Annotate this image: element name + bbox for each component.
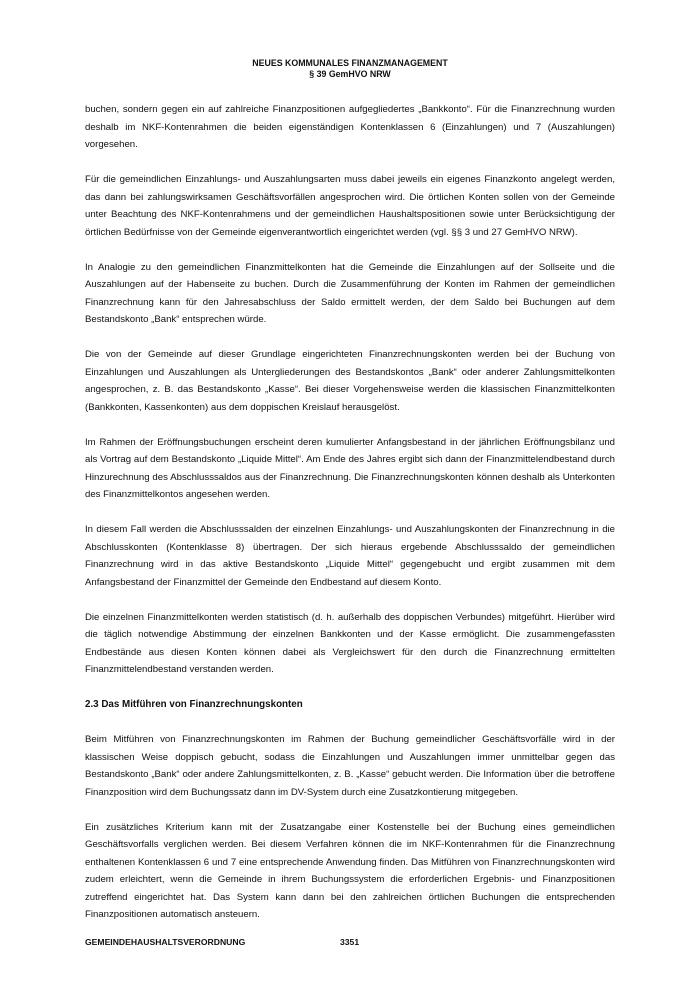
document-body: [85, 101, 615, 941]
paragraph: Ein zusätzliches Kriterium kann mit der Zusatzangabe einer Kostenstelle bei der Buchung eines gemeindlichen Geschäftsvorfalls verglichen werden. Bei diesem Verfahren können die im NKF-Kontenrahmen für die Finanzrechnung enthaltenen Kontenklassen 6 und 7 eine entsprechende Anwendung finden. Das Mitführen von Finanzrechnungskonten wird zudem erleichtert, wenn die Gemeinde in ihrem Buchungssystem die erforderlichen Ergebnis- und Finanzpositionen zutreffend eingerichtet hat. Das System kann dann bei den zahlreichen örtlichen Buchungen die entsprechenden Finanzpositionen automatisch ansteuern.: [85, 821, 615, 920]
header-subtitle: § 39 GemHVO NRW: [309, 69, 391, 79]
paragraph: buchen, sondern gegen ein auf zahlreiche Finanzpositionen aufgegliedertes „Bankkonto“. Für die Finanzrechnung wurden deshalb im NKF-Kontenrahmen die beiden eigenständigen Kontenklassen 6 (Einzahlungen) und 7 (Auszahlungen) vorgesehen.: [85, 104, 615, 150]
page-header: [0, 58, 700, 80]
page-number: 3351: [340, 937, 360, 947]
section-heading: 2.3 Das Mitführen von Finanzrechnungskonten: [85, 699, 303, 710]
page-footer: [85, 937, 615, 948]
header-title: NEUES KOMMUNALES FINANZMANAGEMENT: [252, 58, 448, 68]
paragraph: Die von der Gemeinde auf dieser Grundlage eingerichteten Finanzrechnungskonten werden bei der Buchung von Einzahlungen und Auszahlungen als Untergliederungen des Bestandskontos „Bank“ oder anderer Zahlungsmittelkonten angesprochen, z. B. das Bestandskonto „Kasse“. Bei dieser Vorgehensweise werden die klassischen Finanzmittelkonten (Bankkonten, Kassenkonten) aus dem doppischen Kreislauf herausgelöst.: [85, 349, 615, 413]
paragraph: Im Rahmen der Eröffnungsbuchungen erscheint deren kumulierter Anfangsbestand in der jährlichen Eröffnungsbilanz und als Vortrag auf dem Bestandskonto „Liquide Mittel“. Am Ende des Jahres ergibt sich dann der Finanzmittelendbestand durch Hinzurechnung des Abschlusssaldos aus der Finanzrechnung. Die Finanzrechnungskonten können deshalb als Unterkonten des Finanzmittelkontos angesehen werden.: [85, 436, 615, 500]
footer-title: GEMEINDEHAUSHALTSVERORDNUNG: [85, 937, 246, 947]
paragraph: Die einzelnen Finanzmittelkonten werden statistisch (d. h. außerhalb des doppischen Verbundes) mitgeführt. Hierüber wird die täglich notwendige Abstimmung der einzelnen Bankkonten und der Kasse ermöglicht. Die zusammengefassten Endbestände aus diesen Konten können dabei als Vergleichswert für den durch die Finanzrechnung ermittelten Finanzmittelendbestand verstanden werden.: [85, 611, 615, 675]
paragraph: Beim Mitführen von Finanzrechnungskonten im Rahmen der Buchung gemeindlicher Geschäftsvorfälle wird in der klassischen Weise doppisch gebucht, sodass die Einzahlungen und Auszahlungen immer unmittelbar gegen das Bestandskonto „Bank“ oder andere Zahlungsmittelkonten, z. B. „Kasse“ gebucht werden. Die Information über die betroffene Finanzposition wird dem Buchungssatz dann im DV-System durch eine Zusatzkontierung mitgegeben.: [85, 734, 615, 798]
paragraph: In Analogie zu den gemeindlichen Finanzmittelkonten hat die Gemeinde die Einzahlungen auf der Sollseite und die Auszahlungen auf der Habenseite zu buchen. Durch die Zusammenführung der Konten im Rahmen der gemeindlichen Finanzrechnung kann für den Jahresabschluss der Saldo ermittelt werden, der dem Saldo bei Buchungen auf dem Bestandskonto „Bank“ entsprechen würde.: [85, 261, 615, 325]
paragraph: Für die gemeindlichen Einzahlungs- und Auszahlungsarten muss dabei jeweils ein eigenes Finanzkonto angelegt werden, das dann bei zahlungswirksamen Geschäftsvorfällen angesprochen wird. Die örtlichen Konten sollen von der Gemeinde unter Beachtung des NKF-Kontenrahmens und der gemeindlichen Haushaltspositionen sowie unter Berücksichtigung der örtlichen Bedürfnisse von der Gemeinde eigenverantwortlich eingerichtet werden (vgl. §§ 3 und 27 GemHVO NRW).: [85, 174, 615, 238]
paragraph: In diesem Fall werden die Abschlusssalden der einzelnen Einzahlungs- und Auszahlungskonten der Finanzrechnung in die Abschlusskonten (Kontenklasse 8) übertragen. Der sich hieraus ergebende Abschlusssaldo der gemeindlichen Finanzrechnung wird in das aktive Bestandskonto „Liquide Mittel“ gegengebucht und ergibt zusammen mit dem Anfangsbestand der Finanzmittel der Gemeinde den Endbestand auf diesem Konto.: [85, 524, 615, 588]
